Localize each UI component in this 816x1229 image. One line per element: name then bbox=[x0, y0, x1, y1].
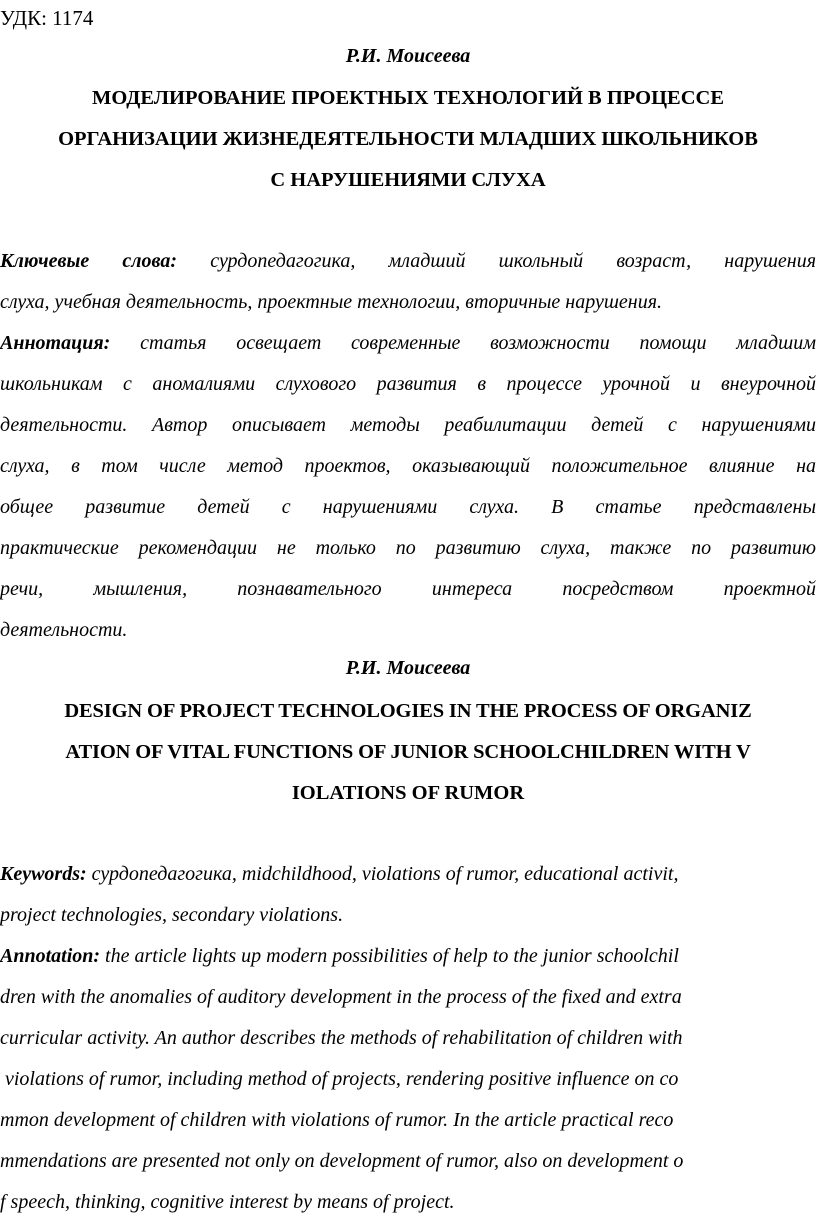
ru-keywords-label: Ключевые слова: bbox=[0, 250, 178, 272]
ru-author: Р.И. Моисеева bbox=[345, 45, 471, 67]
ru-title-line: ОРГАНИЗАЦИИ ЖИЗНЕДЕЯТЕЛЬНОСТИ МЛАДШИХ ШКОЛЬНИКОВ bbox=[58, 128, 758, 150]
ru-keywords-text: сурдопедагогика, младший школьный возраст, нарушения bbox=[210, 250, 816, 272]
ru-annotation-label: Аннотация: bbox=[0, 332, 111, 354]
ru-title-line: С НАРУШЕНИЯМИ СЛУХА bbox=[270, 169, 546, 191]
ru-keywords-cont: слуха, учебная деятельность, проектные технологии, вторичные нарушения. bbox=[0, 291, 663, 313]
en-annotation-line: curricular activity. An author describes the methods of rehabilitation of children with bbox=[0, 1027, 683, 1049]
en-author: Р.И. Моисеева bbox=[345, 657, 471, 679]
en-title-line: ATION OF VITAL FUNCTIONS OF JUNIOR SCHOOLCHILDREN WITH V bbox=[65, 741, 751, 763]
ru-annotation-line: практические рекомендации не только по развитию слуха, также по развитию bbox=[0, 537, 816, 559]
udk-code: УДК: 1174 bbox=[0, 6, 94, 30]
en-keywords-cont: project technologies, secondary violations. bbox=[0, 904, 344, 926]
ru-annotation-line: деятельности. bbox=[0, 619, 128, 641]
en-annotation-line: f speech, thinking, cognitive interest by means of project. bbox=[0, 1191, 455, 1213]
ru-title-line: МОДЕЛИРОВАНИЕ ПРОЕКТНЫХ ТЕХНОЛОГИЙ В ПРОЦЕССЕ bbox=[91, 87, 725, 109]
ru-annotation-line: школьникам с аномалиями слухового развития в процессе урочной и внеурочной bbox=[0, 373, 816, 395]
en-keywords-label: Keywords: bbox=[0, 863, 87, 885]
ru-annotation-line: общее развитие детей с нарушениями слуха. В статье представлены bbox=[0, 496, 816, 518]
en-annotation-line: dren with the anomalies of auditory development in the process of the fixed and extra bbox=[0, 986, 682, 1008]
ru-annotation-line: речи, мышления, познавательного интереса посредством проектной bbox=[0, 578, 816, 600]
ru-annotation-line: деятельности. Автор описывает методы реабилитации детей с нарушениями bbox=[0, 414, 816, 436]
en-keywords bbox=[0, 862, 816, 886]
en-keywords-text: сурдопедагогика, midchildhood, violations of rumor, educational activit, bbox=[91, 863, 679, 885]
en-annotation-line: mmon development of children with violations of rumor. In the article practical reco bbox=[0, 1109, 674, 1131]
en-title-line: DESIGN OF PROJECT TECHNOLOGIES IN THE PROCESS OF ORGANIZ bbox=[64, 700, 752, 722]
en-annotation-text: the article lights up modern possibilities of help to the junior schoolchil bbox=[105, 945, 679, 967]
en-annotation-label: Annotation: bbox=[0, 945, 101, 967]
ru-annotation-text: статья освещает современные возможности помощи младшим bbox=[140, 332, 816, 354]
en-annotation-line: violations of rumor, including method of projects, rendering positive influence on co bbox=[0, 1068, 679, 1090]
ru-annotation-line: слуха, в том числе метод проектов, оказывающий положительное влияние на bbox=[0, 455, 816, 477]
ru-keywords bbox=[0, 249, 816, 273]
en-annotation bbox=[0, 944, 816, 968]
ru-annotation bbox=[0, 331, 816, 355]
en-title-line: IOLATIONS OF RUMOR bbox=[291, 782, 525, 804]
en-annotation-line: mmendations are presented not only on development of rumor, also on development o bbox=[0, 1150, 684, 1172]
